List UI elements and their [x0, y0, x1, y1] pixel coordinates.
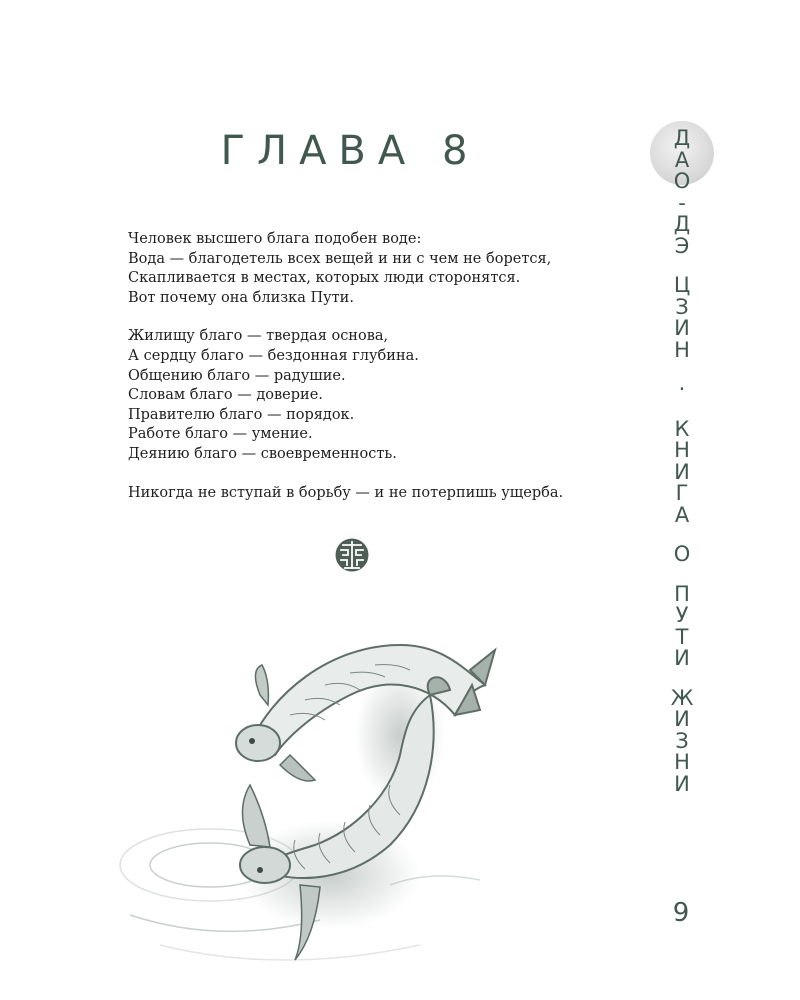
poem-line: Правителю благо — порядок.: [128, 406, 355, 423]
stanza-1: [128, 230, 608, 308]
sidebar-title-char: ·: [678, 377, 686, 401]
stanza-3: [128, 484, 608, 504]
sidebar-title-char: -: [678, 190, 686, 215]
poem-line: Человек высшего блага подобен воде:: [128, 231, 422, 247]
sidebar-title-char: П: [674, 581, 690, 606]
chapter-title: ГЛАВА 8: [220, 128, 480, 174]
stanza-2: [128, 327, 608, 464]
poem-line: Словам благо — доверие.: [128, 387, 323, 404]
sidebar-title-char: А: [674, 147, 690, 172]
sidebar-title-char: Ж: [670, 685, 694, 710]
poem-line: Скапливается в местах, которых люди сторонятся.: [128, 270, 521, 287]
sidebar-title-char: И: [674, 316, 690, 340]
sidebar-title-char: Н: [674, 337, 690, 362]
sidebar-title-char: И: [674, 646, 690, 670]
sidebar-title-char: З: [675, 294, 689, 319]
sidebar-title-char: О: [673, 542, 691, 566]
sidebar-title-char: Д: [673, 212, 691, 236]
shou-ornament-icon: [335, 538, 369, 572]
poem-line: Работе благо — умение.: [128, 426, 313, 443]
sidebar-title-char: О: [673, 169, 691, 193]
page-number: 9: [672, 898, 690, 928]
poem-line: Деянию благо — своевременность.: [128, 445, 397, 462]
poem-line: Никогда не вступай в борьбу — и не потерпишь ущерба.: [128, 484, 564, 501]
poem-line: Общению благо — радушие.: [128, 367, 346, 384]
sidebar-title-char: И: [674, 707, 690, 731]
poem-line: Вода — благодетель всех вещей и ни с чем не борется,: [128, 250, 552, 267]
sidebar-title-char: Т: [675, 624, 689, 649]
poem-line: Вот почему она близка Пути.: [128, 289, 354, 306]
poem-text: [128, 230, 608, 522]
sidebar-title-char: И: [674, 459, 690, 484]
sidebar-title-char: Г: [675, 481, 689, 505]
koi-fish-illustration: [100, 615, 530, 985]
poem-line: Жилищу благо — твердая основа,: [128, 328, 389, 345]
sidebar-title-char: А: [674, 502, 690, 527]
sidebar-title-char: И: [674, 771, 690, 796]
sidebar-title-char: Н: [674, 438, 690, 462]
sidebar-title-char: Ц: [673, 273, 691, 297]
sidebar-title-char: К: [674, 416, 690, 441]
sidebar-title-char: Д: [673, 126, 691, 150]
sidebar-title: [666, 128, 698, 795]
poem-line: А сердцу благо — бездонная глубина.: [128, 347, 419, 364]
sidebar-title-char: У: [675, 603, 689, 627]
sidebar-title-char: Н: [674, 750, 690, 774]
sidebar-title-char: З: [675, 728, 689, 753]
sidebar-title-char: Э: [674, 233, 690, 258]
